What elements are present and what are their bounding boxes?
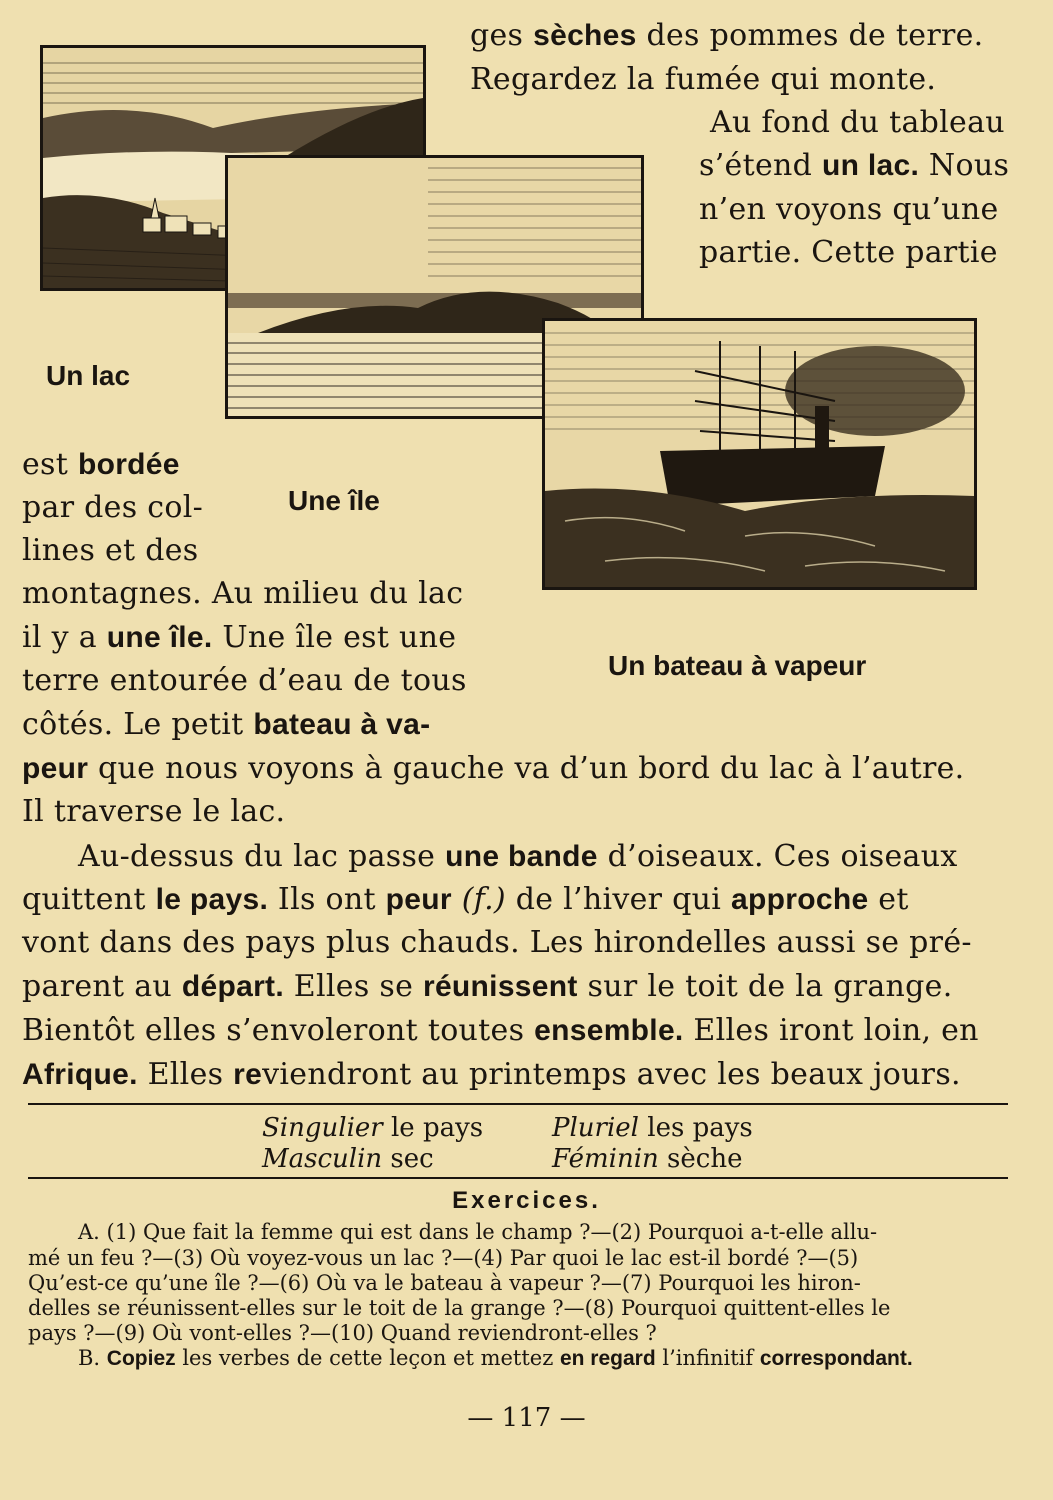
page-number: — 117 —: [467, 1403, 586, 1433]
text-line: Au-dessus du lac passe une bande d’oiseaux. Ces oiseaux: [78, 839, 958, 874]
exercise-line: delles se réunissent-elles sur le toit de la grange ?—(8) Pourquoi quittent-elles le: [28, 1296, 891, 1320]
exercise-line: pays ?—(9) Où vont-elles ?—(10) Quand reviendront-elles ?: [28, 1321, 657, 1345]
text-line: n’en voyons qu’une: [699, 192, 999, 227]
figure-caption-steamboat: Un bateau à vapeur: [608, 650, 867, 681]
text-line: montagnes. Au milieu du lac: [22, 576, 464, 611]
text-line: Afrique. Elles reviendront au printemps avec les beaux jours.: [22, 1057, 961, 1092]
grammar-singulier: Singulier le pays: [262, 1113, 484, 1143]
exercise-line: B. Copiez les verbes de cette leçon et mettez en regard l’infinitif correspondant.: [78, 1346, 913, 1370]
text-line: ges sèches des pommes de terre.: [470, 18, 984, 53]
text-line: lines et des: [22, 533, 199, 568]
exercise-line: mé un feu ?—(3) Où voyez-vous un lac ?—(4) Par quoi le lac est-il bordé ?—(5): [28, 1246, 859, 1270]
text-line: partie. Cette partie: [699, 235, 998, 270]
grammar-feminin: Féminin sèche: [552, 1144, 743, 1174]
grammar-pluriel: Pluriel les pays: [552, 1113, 753, 1143]
text-line: par des col-: [22, 490, 204, 525]
grammar-masculin: Masculin sec: [262, 1144, 434, 1174]
text-line: quittent le pays. Ils ont peur (f.) de l’hiver qui approche et: [22, 882, 909, 917]
steamboat-illustration: [542, 318, 977, 590]
text-line: est bordée: [22, 447, 180, 482]
exercise-line: A. (1) Que fait la femme qui est dans le champ ?—(2) Pourquoi a-t-elle allu-: [78, 1220, 878, 1244]
text-line: s’étend un lac. Nous: [699, 148, 1010, 183]
text-line: peur que nous voyons à gauche va d’un bord du lac à l’autre.: [22, 751, 965, 786]
text-line: Regardez la fumée qui monte.: [470, 62, 937, 97]
figure-caption-lake: Un lac: [46, 360, 131, 391]
divider: [28, 1103, 1008, 1105]
text-line: Bientôt elles s’envoleront toutes ensemble. Elles iront loin, en: [22, 1013, 979, 1048]
divider: [28, 1177, 1008, 1179]
exercise-line: Qu’est-ce qu’une île ?—(6) Où va le bateau à vapeur ?—(7) Pourquoi les hiron-: [28, 1271, 861, 1295]
text-line: parent au départ. Elles se réunissent sur le toit de la grange.: [22, 969, 953, 1004]
text-line: Il traverse le lac.: [22, 794, 286, 829]
text-line: vont dans des pays plus chauds. Les hirondelles aussi se pré-: [22, 925, 972, 960]
figure-caption-island: Une île: [288, 485, 380, 516]
text-line: Au fond du tableau: [710, 105, 1005, 140]
text-line: il y a une île. Une île est une: [22, 620, 457, 655]
text-line: côtés. Le petit bateau à va-: [22, 707, 431, 742]
exercises-title: Exercices.: [452, 1187, 601, 1214]
text-line: terre entourée d’eau de tous: [22, 663, 467, 698]
